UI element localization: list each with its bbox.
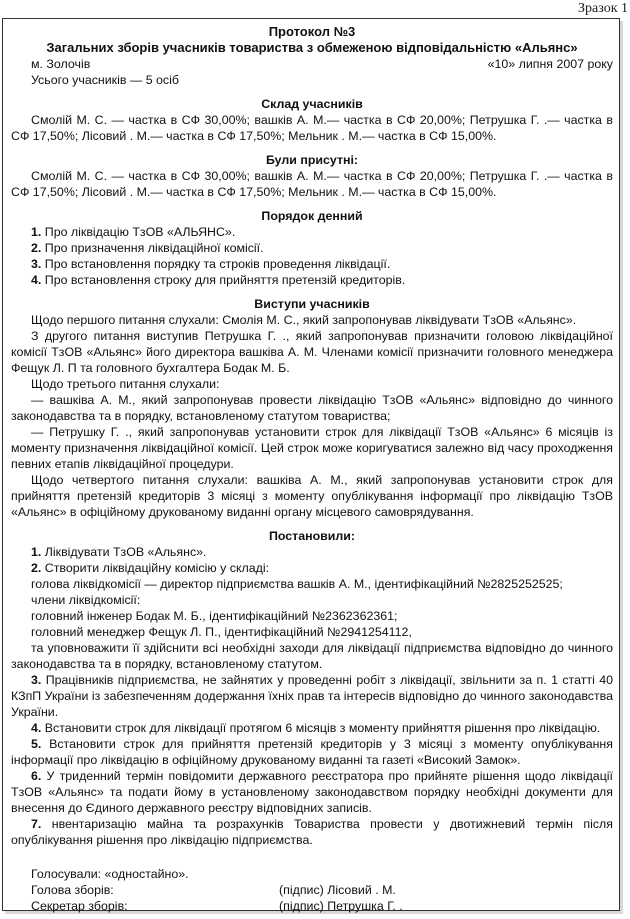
total-members: Усього учасників — 5 осіб xyxy=(31,73,179,87)
item-text: Про призначення ліквідаційної комісії. xyxy=(41,241,264,255)
item-number: 4. xyxy=(31,273,42,287)
sample-label: Зразок 1 xyxy=(578,1,628,16)
item-number: 7. xyxy=(31,817,42,831)
place-date-row xyxy=(11,56,613,72)
speech-paragraph: — Петрушку Г. ., який запропонував установити строк для ліквідації ТзОВ «Альянс» 6 місяців із моменту призначення ліквідаційної комісії. Цей строк може коригуватися залежно від часу проходження певних етапів ліквідаційної процедури. xyxy=(11,425,613,471)
secretary-signature: (підпис) Петрушка Г. . xyxy=(279,899,403,913)
item-number: 3. xyxy=(31,257,42,271)
members-text: Смолій М. С. — частка в СФ 30,00%; вашків А. М.— частка в СФ 20,00%; Петрушка Г. .— частка в СФ 17,50%; Лісовий . М.— частка в СФ 17,50%; Мельник . М.— частка в СФ 15,00%. xyxy=(11,113,613,143)
item-text: Працівників підприємства, не зайнятих у проведенні робіт з ліквідації, звільнити за п. 1 статті 40 КЗпП України із забезпеченням додержання їхніх прав та інтересів відповідно до чинного законодавства України. xyxy=(11,673,613,719)
speeches-heading: Виступи учасників xyxy=(254,297,370,311)
city: м. Золочів xyxy=(31,57,91,71)
item-number: 2. xyxy=(31,241,42,255)
item-number: 1. xyxy=(31,545,42,559)
item-number: 3. xyxy=(31,673,42,687)
agenda-item xyxy=(11,272,613,288)
secretary-role: Секретар зборів: xyxy=(31,899,128,913)
commission-line: члени ліквідкомісії: xyxy=(31,593,141,607)
agenda-item xyxy=(11,224,613,240)
protocol-document xyxy=(2,18,620,911)
item-text: Про встановлення строку для прийняття претензій кредиторів. xyxy=(41,273,406,287)
item-text: Встановити строк для ліквідації протягом 6 місяців з моменту прийняття рішення про ліквідацію. xyxy=(41,721,601,735)
item-text: Встановити строк для прийняття претензій кредиторів у 3 місяці з моменту опублікування інформації про ліквідацію в офіційному друкованому виданні та газеті «Високий Замок». xyxy=(11,737,613,767)
resolutions-heading: Постановили: xyxy=(268,529,356,543)
date: «10» липня 2007 року xyxy=(487,57,613,71)
chair-role: Голова зборів: xyxy=(31,883,114,897)
speech-paragraph: Щодо третього питання слухали: xyxy=(31,377,220,391)
agenda-list xyxy=(11,224,613,288)
commission-line: голова ліквідкомісії — директор підприємства вашків А. М., ідентифікаційний №2825252525; xyxy=(31,577,563,591)
resolution-item xyxy=(11,736,613,768)
agenda-item xyxy=(11,256,613,272)
item-number: 1. xyxy=(31,225,42,239)
resolution-item xyxy=(11,816,613,848)
agenda-item xyxy=(11,240,613,256)
resolution-item xyxy=(11,672,613,720)
agenda-heading: Порядок денний xyxy=(261,209,363,223)
item-text: Про встановлення порядку та строків проведення ліквідації. xyxy=(41,257,391,271)
document-title: Протокол №3 xyxy=(268,24,356,39)
speech-paragraph: — вашківа А. М., який запропонував провести ліквідацію ТзОВ «Альянс» відповідно до чинного законодавства та в порядку, встановленому статутом товариства; xyxy=(11,393,613,423)
document-subtitle: Загальних зборів учасників товариства з обмеженою відповідальністю «Альянс» xyxy=(46,40,578,55)
secretary-signature-row xyxy=(11,898,613,914)
item-number: 5. xyxy=(31,737,42,751)
vote-result: Голосували: «одностайно». xyxy=(31,867,189,881)
item-number: 2. xyxy=(31,561,42,575)
chair-signature-row xyxy=(11,882,613,898)
chair-signature: (підпис) Лісовий . М. xyxy=(279,883,396,897)
commission-line: головний менеджер Фещук Л. П., ідентифікаційний №2941254112, xyxy=(31,625,412,639)
members-heading: Склад учасників xyxy=(261,97,363,111)
item-text: У триденний термін повідомити державного реєстратора про прийняте рішення щодо ліквідації ТзОВ «Альянс» та подати йому в установленому законодавством порядку необхідні документи для внесення до Єдиного державного реєстру відповідних записів. xyxy=(11,769,613,815)
resolution-item xyxy=(11,720,613,736)
item-number: 4. xyxy=(31,721,42,735)
commission-closing: та уповноважити її здійснити всі необхідні заходи для ліквідації підприємства відповідно до чинного законодавства та в порядку, встановленому статутом. xyxy=(11,641,613,671)
present-text: Смолій М. С. — частка в СФ 30,00%; вашків А. М.— частка в СФ 20,00%; Петрушка Г. .— частка в СФ 17,50%; Лісовий . М.— частка в СФ 17,50%; Мельник . М.— частка в СФ 15,00%. xyxy=(11,169,613,199)
present-heading: Були присутні: xyxy=(265,153,359,167)
speech-paragraph: З другого питання виступив Петрушка Г. ., який запропонував призначити головою ліквідаційної комісії ТзОВ «Альянс» його директора вашківа А. М. Членами комісії призначити головного менеджера Фещук Л. П та головного бухгалтера Бодак М. Б. xyxy=(11,329,613,375)
item-text: Про ліквідацію ТзОВ «АЛЬЯНС». xyxy=(41,225,236,239)
item-text: нвентаризацію майна та розрахунків Товариства провести у двотижневий термін після опублікування рішення про ліквідацію підприємства. xyxy=(11,817,613,847)
speech-paragraph: Щодо четвертого питання слухали: вашківа А. М., який запропонував установити строк для прийняття претензій кредиторів 3 місяці з моменту опублікування інформації про ліквідацію ТзОВ «Альянс» в офіційному друкованому виданні органу місцевого самоврядування. xyxy=(11,473,613,519)
commission-line: головний інженер Бодак М. Б., ідентифікаційний №2362362361; xyxy=(31,609,398,623)
speech-paragraph: Щодо першого питання слухали: Смолія М. С., який запропонував ліквідувати ТзОВ «Альянс». xyxy=(31,313,577,327)
item-text: Ліквідувати ТзОВ «Альянс». xyxy=(41,545,207,559)
resolution-item xyxy=(11,560,613,576)
item-number: 6. xyxy=(31,769,42,783)
resolution-item xyxy=(11,544,613,560)
resolution-item xyxy=(11,768,613,816)
item-text: Створити ліквідаційну комісію у складі: xyxy=(41,561,270,575)
